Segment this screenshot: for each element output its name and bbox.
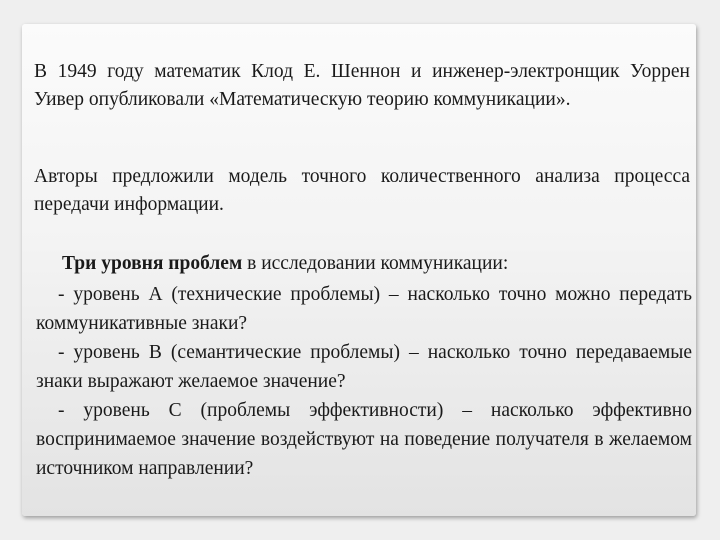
intro-paragraph: В 1949 году математик Клод Е. Шеннон и инженер-электронщик Уоррен Уивер опубликовали «Математическую теорию коммуникации».: [34, 61, 690, 110]
level-b-text: - уровень В (семантические проблемы) – насколько точно передаваемые знаки выражают желаемое значение?: [36, 342, 692, 392]
levels-heading-rest: в исследовании коммуникации:: [242, 253, 509, 274]
level-a-item: [36, 280, 692, 338]
levels-heading: [62, 250, 508, 278]
level-c-text: - уровень С (проблемы эффективности) – насколько эффективно воспринимаемое значение воздействуют на поведение получателя в желаемом источником направлении?: [36, 400, 692, 479]
levels-heading-bold: Три уровня проблем: [62, 253, 243, 274]
level-b-item: [36, 338, 692, 396]
authors-paragraph: Авторы предложили модель точного количественного анализа процесса передачи информации.: [34, 166, 690, 215]
level-c-item: [36, 396, 692, 483]
level-a-text: - уровень А (технические проблемы) – насколько точно можно передать коммуникативные знаки?: [36, 284, 692, 334]
